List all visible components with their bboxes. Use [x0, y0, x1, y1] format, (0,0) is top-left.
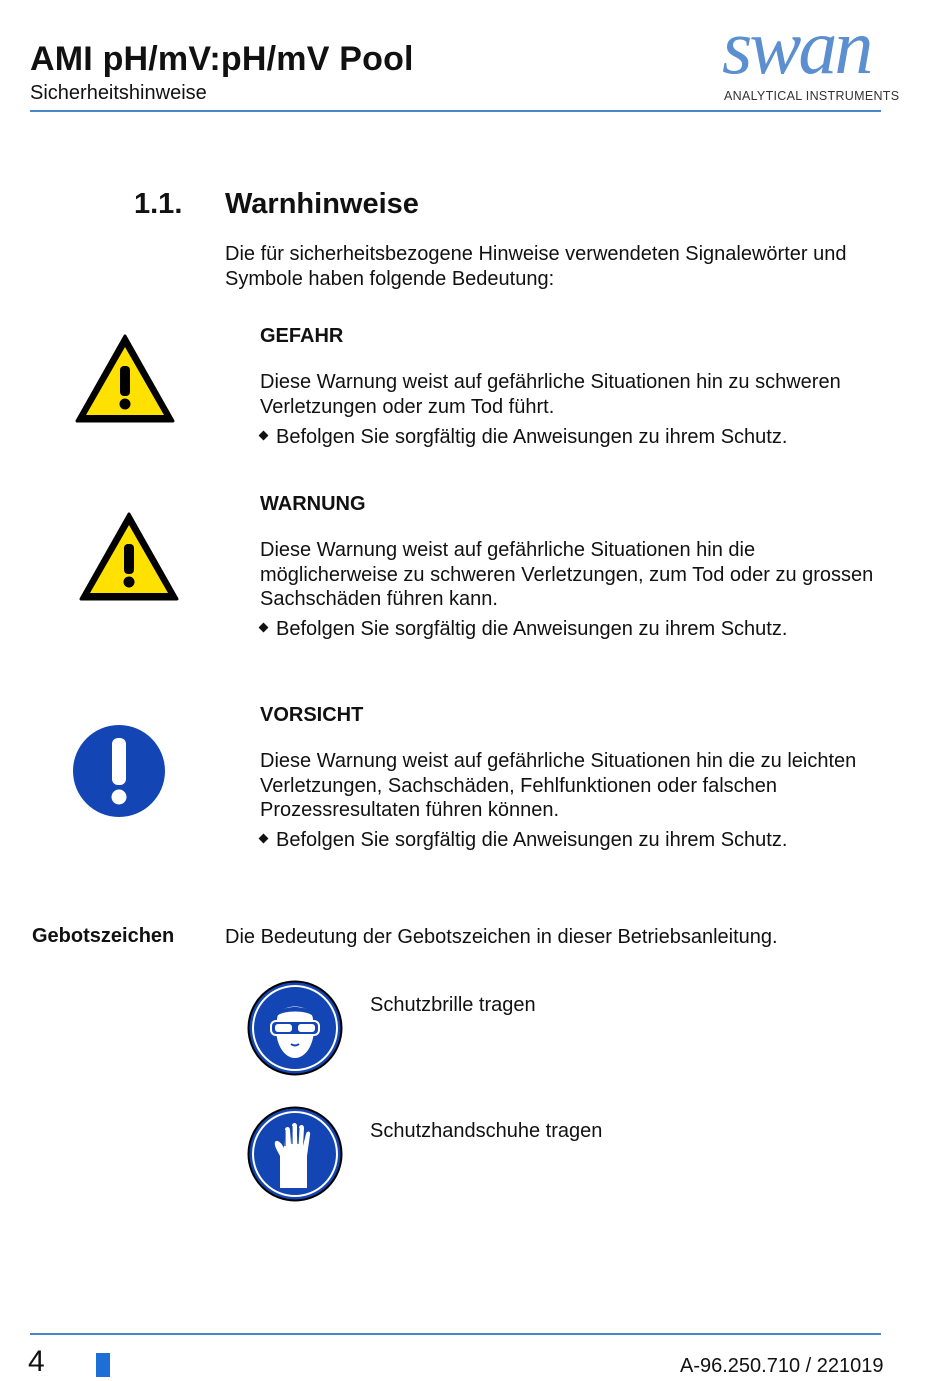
warning-bullet: [257, 828, 787, 852]
warning-bullet-text: Befolgen Sie sorgfältig die Anweisungen zu ihrem Schutz.: [276, 618, 788, 640]
document-title: AMI pH/mV:pH/mV Pool: [30, 40, 414, 78]
bullet-diamond-icon: [259, 431, 269, 441]
warning-bullet: [257, 617, 787, 641]
header-divider: [30, 110, 881, 112]
brand-logo: swan: [722, 3, 871, 90]
bullet-diamond-icon: [259, 834, 269, 844]
warning-triangle-icon: [78, 511, 180, 603]
document-code: A-96.250.710 / 221019: [680, 1355, 884, 1377]
brand-logo-subtitle: ANALYTICAL INSTRUMENTS: [724, 89, 900, 103]
warning-bullet-text: Befolgen Sie sorgfältig die Anweisungen zu ihrem Schutz.: [276, 426, 788, 448]
footer-divider: [30, 1333, 881, 1335]
mandatory-signs-label: Gebotszeichen: [32, 925, 175, 947]
mandatory-item-label: Schutzhandschuhe tragen: [370, 1120, 603, 1142]
caution-circle-icon: [72, 724, 166, 818]
bullet-diamond-icon: [259, 623, 269, 633]
warning-title: VORSICHT: [260, 704, 364, 726]
warning-title: WARNUNG: [260, 493, 366, 515]
mandatory-item-label: Schutzbrille tragen: [370, 994, 536, 1016]
warning-bullet: [257, 425, 787, 449]
section-title: Warnhinweise: [225, 188, 419, 220]
document-subtitle: Sicherheitshinweise: [30, 82, 207, 104]
section-intro: Die für sicherheitsbezogene Hinweise verwendeten Signalewörter und Symbole haben folgende Bedeutung:: [225, 243, 847, 290]
warning-text: Diese Warnung weist auf gefährliche Situationen hin die zu leichten Verletzungen, Sachschäden, Fehlfunktionen oder falschen Prozessresultaten führen können.: [260, 750, 857, 821]
warning-text: Diese Warnung weist auf gefährliche Situationen hin die möglicherweise zu schweren Verletzungen, zum Tod oder zu grossen Sachschäden führen kann.: [260, 539, 874, 610]
section-number: 1.1.: [134, 188, 183, 220]
protective-gloves-icon: [247, 1106, 343, 1202]
warning-bullet-text: Befolgen Sie sorgfältig die Anweisungen zu ihrem Schutz.: [276, 829, 788, 851]
warning-title: GEFAHR: [260, 325, 344, 347]
page-number: 4: [28, 1345, 45, 1378]
warning-text: Diese Warnung weist auf gefährliche Situationen hin zu schweren Verletzungen oder zum Tod führt.: [260, 371, 841, 418]
page-marker: [96, 1353, 110, 1377]
warning-triangle-icon: [74, 333, 176, 425]
safety-goggles-icon: [247, 980, 343, 1076]
mandatory-signs-text: Die Bedeutung der Gebotszeichen in dieser Betriebsanleitung.: [225, 926, 778, 948]
